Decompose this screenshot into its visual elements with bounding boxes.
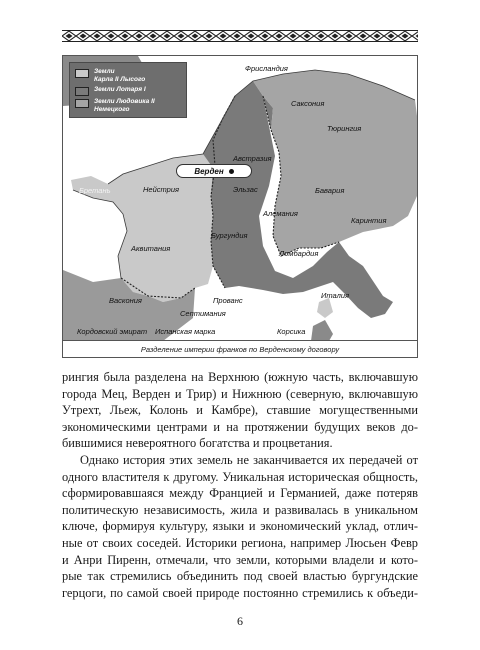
map-label-aquitaine: Аквитания	[131, 244, 171, 253]
map-label-frisland: Фрисландия	[245, 64, 288, 73]
paragraph-2	[62, 452, 418, 601]
verdun-marker	[176, 164, 252, 178]
verdun-map-figure	[62, 55, 418, 358]
map-label-provence: Прованс	[213, 296, 243, 305]
text-line: экономическими центрами и на протяжении будущих веков до-	[62, 419, 418, 434]
map-caption: Разделение империи франков по Верденскому договору	[140, 344, 340, 354]
text-line: герцоги, по самой своей природе постоянно стремились к объеди-	[62, 585, 418, 600]
map-label-corsica: Корсика	[277, 327, 306, 336]
text-line: ные от своих соседей. Историки региона, например Люсьен Февр	[62, 535, 418, 550]
verdun-label: Верден	[194, 166, 224, 176]
map-label-alemannia: Алемания	[263, 209, 298, 218]
legend-label-line: Земли Людовика II	[94, 98, 155, 105]
legend-item-louis	[75, 98, 155, 113]
map-label-alsace: Эльзас	[233, 185, 258, 194]
text-line: одного властителя к другому. Уникальная историческая общность,	[62, 469, 418, 484]
text-line: и Анри Пиренн, отмечали, что земли, которыми владели и кото-	[62, 552, 418, 567]
map-label-bavaria: Бавария	[315, 186, 345, 195]
legend-swatch-louis	[75, 99, 89, 108]
map-label-cordoba-emirate: Кордовский эмират	[77, 327, 148, 336]
body-text	[62, 369, 418, 601]
paragraph-1	[62, 369, 418, 452]
map-label-italy: Италия	[321, 291, 350, 300]
legend-swatch-charles	[75, 69, 89, 78]
map-label-lombardy: Ломбардия	[279, 249, 319, 258]
text-line: Утрехт, Льеж, Колонь и Камбре), ставшие могущественными	[62, 403, 418, 418]
map-label-neustria: Нейстрия	[143, 185, 180, 194]
map-label-thuringia: Тюрингия	[327, 124, 362, 133]
page-number: 6	[237, 614, 243, 628]
map-label-vasconia: Васкония	[109, 296, 142, 305]
text-line: бившимися невероятного богатства и процветания.	[62, 436, 333, 451]
map-label-spanish-march: Испанская марка	[155, 327, 216, 336]
map-legend	[69, 62, 187, 118]
map-label-saxony: Саксония	[291, 99, 325, 108]
legend-swatch-lothair	[75, 87, 89, 96]
legend-label-line: Карла II Лысого	[94, 75, 146, 83]
header-ornament	[62, 30, 418, 42]
legend-label-line: Земли	[94, 68, 115, 75]
text-line: сформировавшаяся между Францией и Германией, даже потеряв	[62, 486, 418, 501]
text-line: города Мец, Верден и Трир) и Нижнюю (северную, включавшую	[62, 386, 418, 401]
map-label-carinthia: Каринтия	[351, 216, 387, 225]
map-caption-bar	[63, 340, 417, 357]
map-label-austrasia: Австразия	[233, 154, 272, 163]
legend-item-lothair	[75, 86, 146, 96]
legend-item-charles	[75, 68, 145, 83]
text-line: ключе, формируя культуру, языки и экономический уклад, отлич-	[62, 519, 418, 534]
text-line: политическую независимость, жила и развивалась в уникальном	[62, 502, 418, 517]
text-line: рингия была разделена на Верхнюю (южную часть, включавшую	[62, 370, 418, 384]
text-line: Однако история этих земель не заканчивается их передачей от	[80, 452, 418, 467]
legend-label-line: Немецкого	[94, 105, 130, 113]
legend-label-line: Земли Лотаря I	[94, 86, 146, 93]
verdun-dot-icon	[229, 169, 234, 174]
map-label-brittany: Бретань	[79, 186, 111, 195]
text-line: рые так стремились объединить под своей властью бургундские	[62, 569, 418, 584]
map-label-septimania: Септимания	[180, 309, 226, 318]
map-label-burgundy: Бургундия	[211, 231, 248, 240]
